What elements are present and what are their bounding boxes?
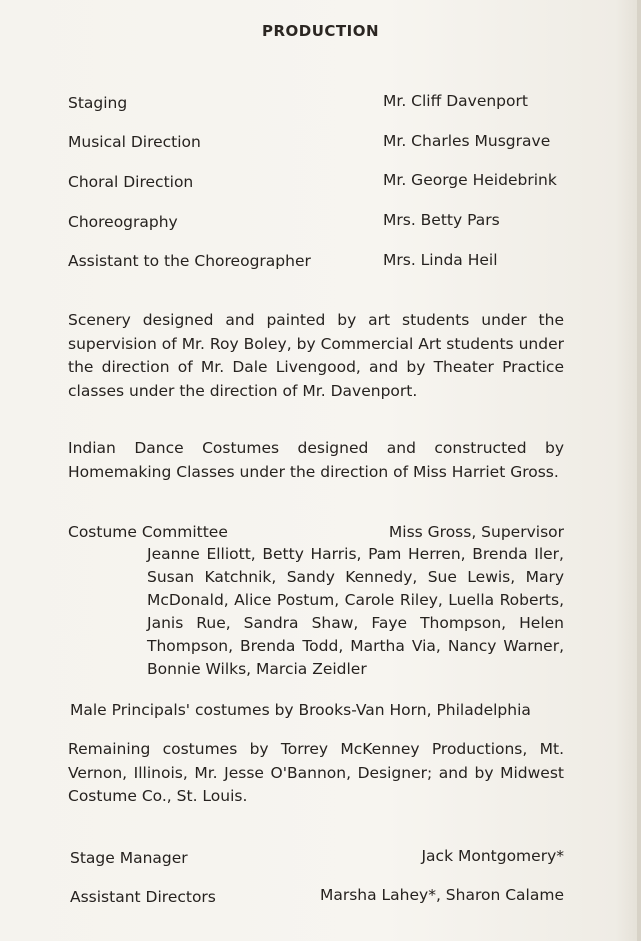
- male-principals-line: Male Principals' costumes by Brooks-Van Horn, Philadelphia: [70, 701, 531, 719]
- page-title: PRODUCTION: [261, 22, 380, 40]
- credit-name-staging: Mr. Cliff Davenport: [383, 92, 528, 110]
- credit-name-assistant-choreographer: Mrs. Linda Heil: [383, 251, 498, 269]
- credit-role-staging: Staging: [68, 94, 128, 112]
- indian-dance-paragraph: Indian Dance Costumes designed and constructed by Homemaking Classes under the direction of Miss Harriet Gross.: [68, 439, 564, 481]
- assistant-directors-role: Assistant Directors: [70, 888, 216, 906]
- credit-name-choreography: Mrs. Betty Pars: [383, 211, 500, 229]
- credit-name-choral-direction: Mr. George Heidebrink: [383, 171, 557, 189]
- costume-committee-supervisor: Miss Gross, Supervisor: [388, 523, 564, 541]
- page-edge: [637, 0, 641, 941]
- credit-role-musical-direction: Musical Direction: [68, 133, 201, 151]
- scenery-paragraph: Scenery designed and painted by art students under the supervision of Mr. Roy Boley, by Commercial Art students under the direction of Mr. Dale Livengood, and by Theater Practice classes under the direction of Mr. Davenport.: [68, 311, 564, 400]
- costume-committee-members: Jeanne Elliott, Betty Harris, Pam Herren, Brenda Iler, Susan Katchnik, Sandy Kennedy, Sue Lewis, Mary McDonald, Alice Postum, Carole Riley, Luella Roberts, Janis Rue, Sandra Shaw, Faye Thompson, Helen Thompson, Brenda Todd, Martha Via, Nancy Warner, Bonnie Wilks, Marcia Zeidler: [147, 545, 564, 678]
- assistant-directors-name: Marsha Lahey*, Sharon Calame: [319, 886, 564, 904]
- credit-role-choreography: Choreography: [68, 213, 178, 231]
- credit-role-choral-direction: Choral Direction: [68, 173, 194, 191]
- credit-role-assistant-choreographer: Assistant to the Choreographer: [68, 252, 311, 270]
- stage-manager-role: Stage Manager: [70, 849, 188, 867]
- remaining-costumes-paragraph: Remaining costumes by Torrey McKenney Productions, Mt. Vernon, Illinois, Mr. Jesse O'Bannon, Designer; and by Midwest Costume Co., St. Louis.: [68, 740, 564, 805]
- stage-manager-name: Jack Montgomery*: [421, 847, 564, 865]
- costume-committee-label: Costume Committee: [68, 523, 228, 541]
- credit-name-musical-direction: Mr. Charles Musgrave: [383, 132, 551, 150]
